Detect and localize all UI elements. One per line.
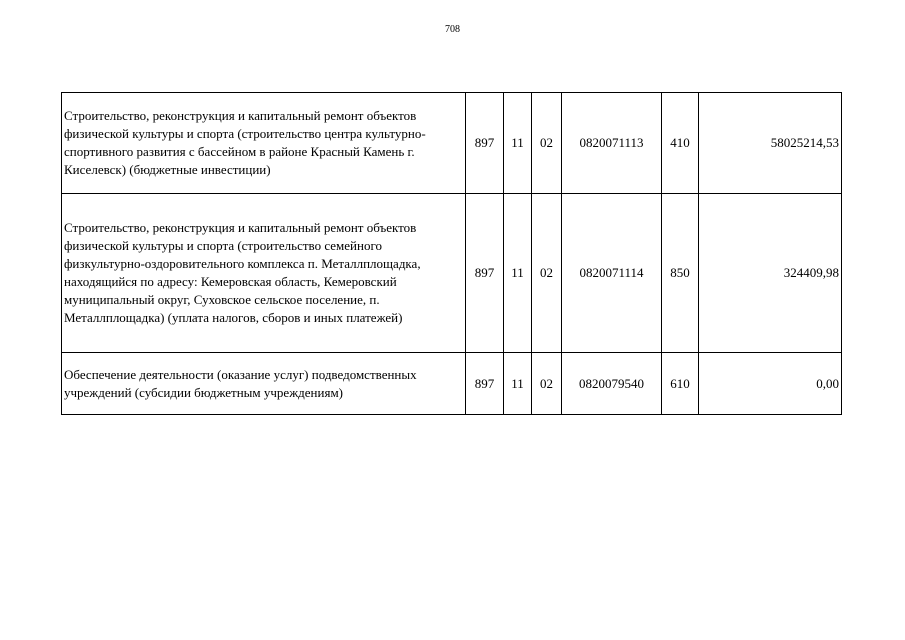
target-article-code: 0820079540: [562, 353, 662, 415]
expense-type-code: 410: [662, 93, 699, 194]
row-description: Строительство, реконструкция и капитальный ремонт объектов физической культуры и спорта (строительство семейного физкультурно-оздоровительного комплекса п. Металлплощадка, находящийся по адресу: Кемеровская область, Кемеровский муниципальный округ, Суховское сельское поселение, п. Металлплощадка) (уплата налогов, сборов и иных платежей): [62, 194, 466, 353]
row-description: Строительство, реконструкция и капитальный ремонт объектов физической культуры и спорта (строительство центра культурно-спортивного развития с бассейном в районе Красный Камень г. Киселевск) (бюджетные инвестиции): [62, 93, 466, 194]
table-row: [62, 194, 842, 353]
ministry-code: 897: [466, 194, 504, 353]
amount-value: 0,00: [699, 353, 842, 415]
budget-table: [61, 92, 842, 415]
subsection-code: 02: [532, 353, 562, 415]
ministry-code: 897: [466, 353, 504, 415]
target-article-code: 0820071114: [562, 194, 662, 353]
target-article-code: 0820071113: [562, 93, 662, 194]
amount-value: 58025214,53: [699, 93, 842, 194]
table-row: [62, 93, 842, 194]
section-code: 11: [504, 194, 532, 353]
amount-value: 324409,98: [699, 194, 842, 353]
section-code: 11: [504, 93, 532, 194]
page-number: 708: [445, 24, 460, 35]
section-code: 11: [504, 353, 532, 415]
ministry-code: 897: [466, 93, 504, 194]
row-description: Обеспечение деятельности (оказание услуг) подведомственных учреждений (субсидии бюджетным учреждениям): [62, 353, 466, 415]
expense-type-code: 850: [662, 194, 699, 353]
expense-type-code: 610: [662, 353, 699, 415]
subsection-code: 02: [532, 194, 562, 353]
subsection-code: 02: [532, 93, 562, 194]
table-row: [62, 353, 842, 415]
